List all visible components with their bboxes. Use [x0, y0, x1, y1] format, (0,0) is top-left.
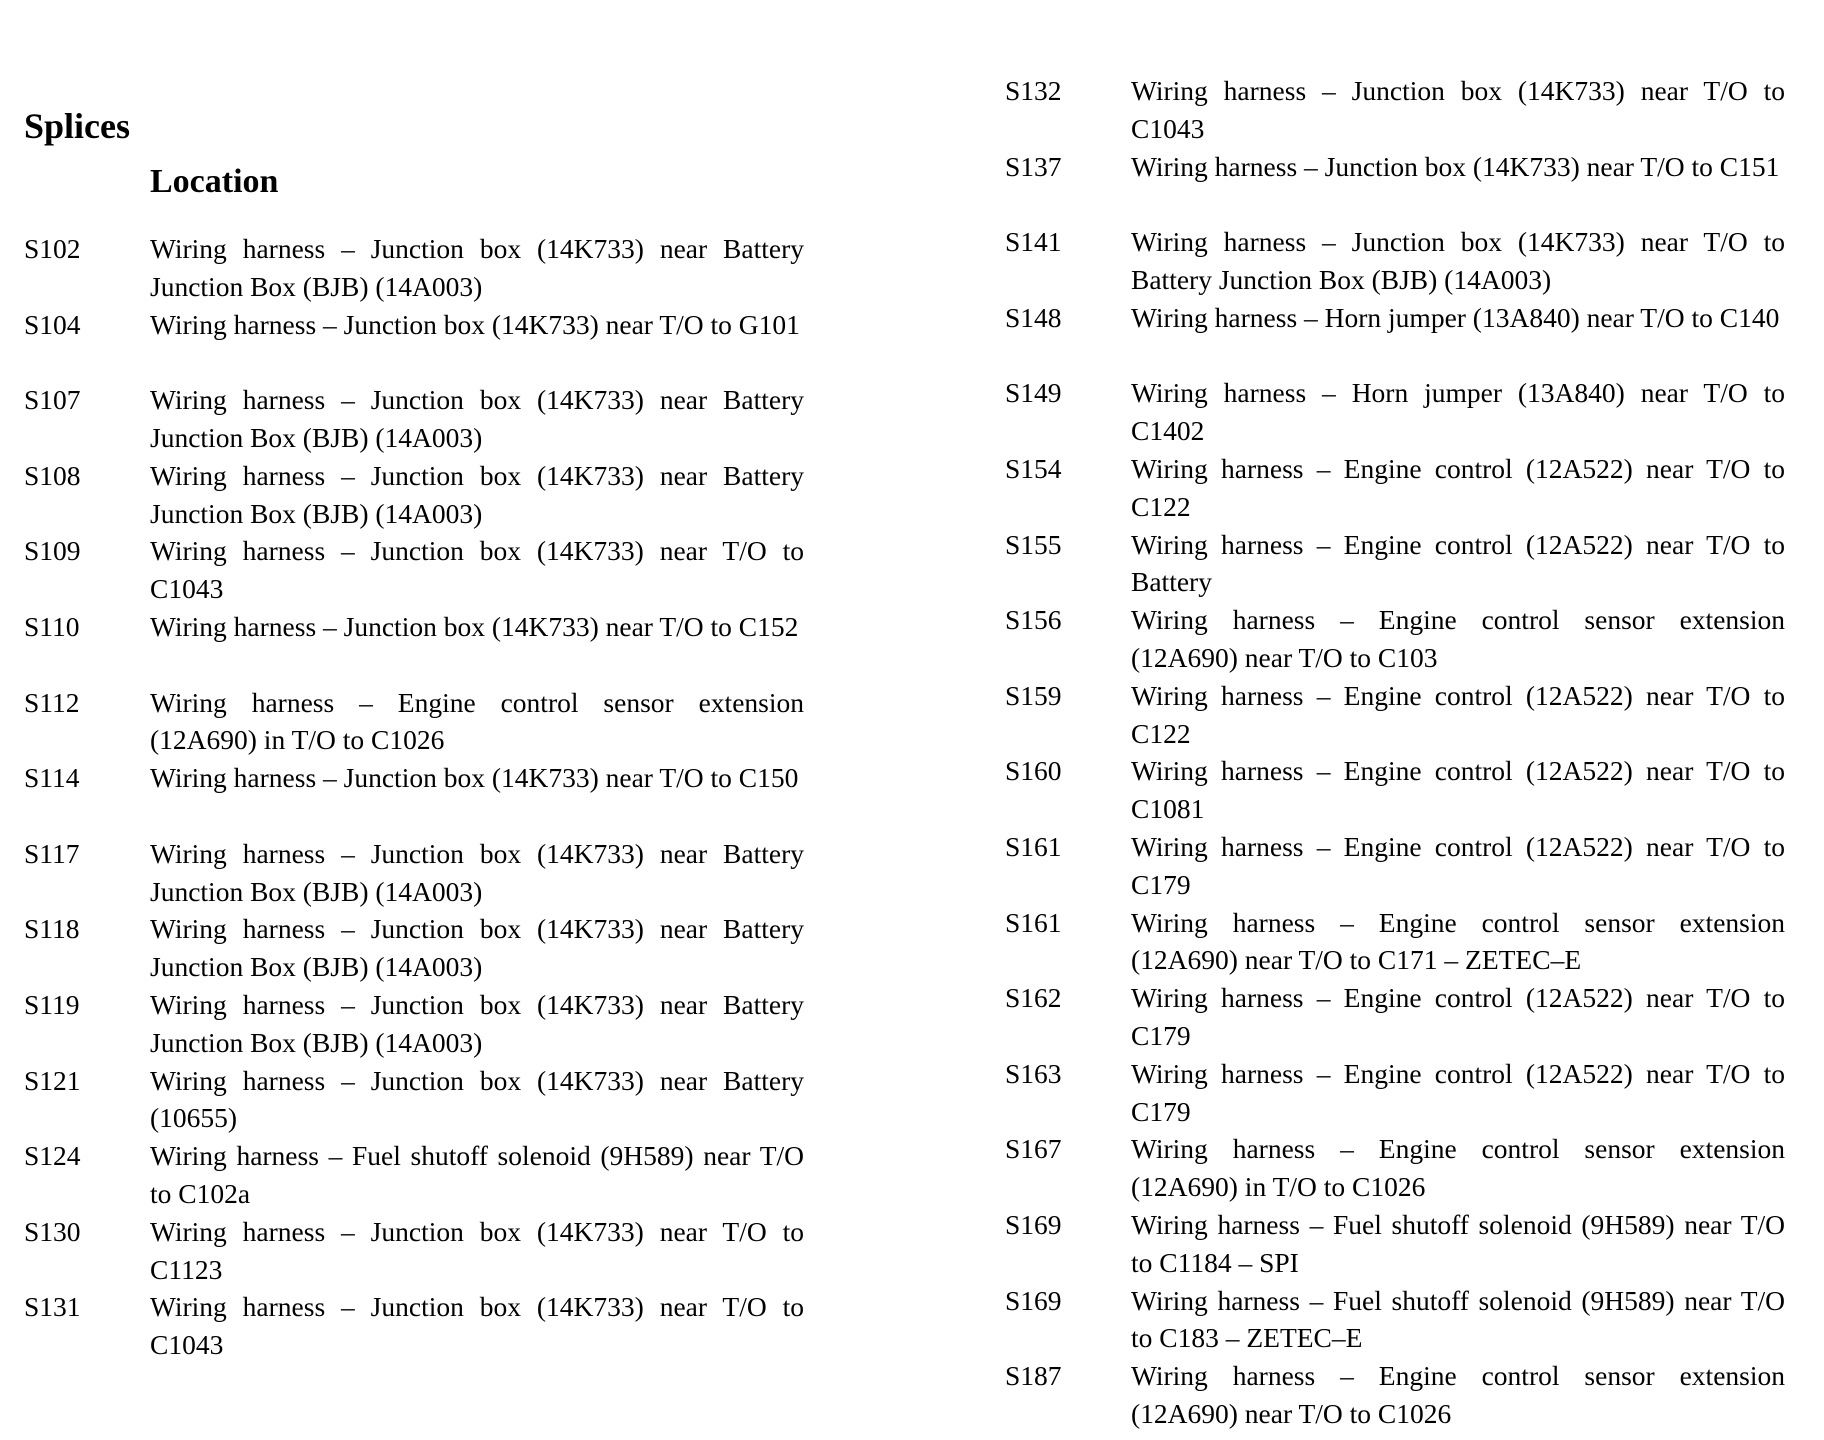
splice-code: S112 [24, 686, 80, 718]
splice-code: S104 [24, 308, 81, 340]
splice-location: Wiring harness – Fuel shutoff solenoid (9H589) near T/O to C102a [150, 1140, 804, 1209]
splice-code: S102 [24, 233, 81, 264]
splice-code: S118 [24, 913, 80, 945]
splice-location: Wiring harness – Junction box (14K733) near Battery Junction Box (BJB) (14A003) [150, 384, 804, 453]
splice-location: Wiring harness – Junction box (14K733) near Battery Junction Box (BJB) (14A003) [150, 913, 804, 983]
splice-entry [1005, 677, 1785, 753]
splice-location: Wiring harness – Engine control sensor extension (12A690) in T/O to C1026 [1131, 1133, 1785, 1203]
splice-entry [1005, 601, 1785, 677]
splice-code: S149 [1005, 377, 1062, 409]
splice-code: S155 [1005, 528, 1062, 560]
splice-location: Wiring harness – Junction box (14K733) near Battery (10655) [150, 1064, 804, 1134]
splice-code: S131 [24, 1291, 81, 1323]
splice-entry [24, 1213, 804, 1289]
splice-location: Wiring harness – Engine control sensor extension (12A690) near T/O to C1026 [1131, 1360, 1785, 1429]
splice-code: S119 [24, 988, 80, 1020]
splice-entry [1005, 979, 1785, 1055]
location-column-heading: Location [150, 163, 279, 200]
splice-code: S109 [24, 535, 81, 567]
splice-location: Wiring harness – Junction box (14K733) near T/O to C1043 [150, 535, 804, 605]
splice-entry [1005, 148, 1785, 224]
splice-list-left [24, 230, 804, 1364]
splice-code: S160 [1005, 755, 1062, 787]
splice-entry [24, 684, 804, 760]
splice-code: S137 [1005, 150, 1062, 182]
splice-location: Wiring harness – Engine control sensor extension (12A690) near T/O to C103 [1131, 604, 1785, 673]
splice-entry [24, 835, 804, 911]
splice-code: S130 [24, 1215, 81, 1247]
splice-entry [24, 1137, 804, 1213]
splice-location: Wiring harness – Engine control (12A522) near T/O to Battery [1131, 528, 1785, 598]
splice-code: S114 [24, 762, 80, 794]
splice-location: Wiring harness – Engine control sensor extension (12A690) in T/O to C1026 [150, 686, 804, 756]
splice-location: Wiring harness – Engine control (12A522) near T/O to C179 [1131, 1057, 1785, 1127]
splice-location: Wiring harness – Fuel shutoff solenoid (9H589) near T/O to C183 – ZETEC–E [1131, 1284, 1785, 1354]
splice-list-right [1005, 72, 1785, 1433]
splice-location: Wiring harness – Junction box (14K733) near T/O to Battery Junction Box (BJB) (14A003) [1131, 226, 1785, 295]
splice-entry [1005, 72, 1785, 148]
splice-entry [1005, 828, 1785, 904]
splice-entry [1005, 1130, 1785, 1206]
splice-code: S161 [1005, 830, 1062, 862]
splice-entry [24, 306, 804, 382]
splice-location: Wiring harness – Junction box (14K733) near Battery Junction Box (BJB) (14A003) [150, 459, 804, 529]
page-title: Splices [24, 106, 131, 146]
splice-code: S124 [24, 1140, 81, 1172]
splice-code: S159 [1005, 679, 1062, 711]
splice-code: S156 [1005, 604, 1062, 636]
splice-entry [24, 608, 804, 684]
splice-location: Wiring harness – Horn jumper (13A840) near T/O to C1402 [1131, 377, 1785, 447]
splice-entry [1005, 752, 1785, 828]
splice-location: Wiring harness – Junction box (14K733) near T/O to C1123 [150, 1215, 804, 1285]
splice-location: Wiring harness – Junction box (14K733) near Battery Junction Box (BJB) (14A003) [150, 233, 804, 302]
splice-location: Wiring harness – Horn jumper (13A840) near T/O to C140 [1131, 301, 1780, 333]
splice-location: Wiring harness – Junction box (14K733) near T/O to C150 [150, 762, 799, 794]
splice-location: Wiring harness – Junction box (14K733) near Battery Junction Box (BJB) (14A003) [150, 988, 804, 1058]
splice-entry [24, 1062, 804, 1138]
splice-entry [24, 759, 804, 835]
splice-location: Wiring harness – Engine control sensor extension (12A690) near T/O to C171 – ZETEC–E [1131, 906, 1785, 976]
splice-code: S141 [1005, 226, 1062, 258]
splice-code: S121 [24, 1064, 81, 1096]
splice-location: Wiring harness – Junction box (14K733) near T/O to C1043 [150, 1291, 804, 1361]
splice-entry [1005, 904, 1785, 980]
splice-code: S167 [1005, 1133, 1062, 1165]
splice-location: Wiring harness – Engine control (12A522) near T/O to C122 [1131, 452, 1785, 522]
splice-code: S161 [1005, 906, 1062, 938]
splice-entry [1005, 1206, 1785, 1282]
splice-entry [1005, 374, 1785, 450]
splice-code: S169 [1005, 1208, 1062, 1240]
splice-code: S169 [1005, 1284, 1062, 1316]
splice-entry [24, 230, 804, 306]
splice-entry [24, 532, 804, 608]
splice-location: Wiring harness – Engine control (12A522) near T/O to C179 [1131, 830, 1785, 900]
splice-location: Wiring harness – Fuel shutoff solenoid (9H589) near T/O to C1184 – SPI [1131, 1208, 1785, 1278]
splice-entry [24, 381, 804, 457]
splice-entry [24, 986, 804, 1062]
splice-entry [24, 1288, 804, 1364]
splice-code: S132 [1005, 75, 1062, 106]
splice-location: Wiring harness – Engine control (12A522) near T/O to C179 [1131, 982, 1785, 1051]
splice-entry [1005, 450, 1785, 526]
splice-entry [1005, 299, 1785, 375]
splice-code: S187 [1005, 1360, 1062, 1392]
splice-entry [1005, 1282, 1785, 1358]
splice-location: Wiring harness – Engine control (12A522) near T/O to C122 [1131, 679, 1785, 749]
splice-code: S117 [24, 837, 80, 869]
splice-code: S163 [1005, 1057, 1062, 1089]
splice-code: S110 [24, 610, 80, 642]
splice-entry [24, 457, 804, 533]
splice-entry [1005, 526, 1785, 602]
splice-entry [1005, 223, 1785, 299]
splice-location: Wiring harness – Junction box (14K733) near T/O to C151 [1131, 150, 1780, 182]
splice-entry [1005, 1055, 1785, 1131]
splice-code: S107 [24, 384, 81, 416]
splice-location: Wiring harness – Junction box (14K733) near T/O to C152 [150, 610, 799, 642]
splice-code: S162 [1005, 982, 1062, 1014]
splice-entry [1005, 1357, 1785, 1433]
splice-location: Wiring harness – Junction box (14K733) near Battery Junction Box (BJB) (14A003) [150, 837, 804, 907]
splice-code: S148 [1005, 301, 1062, 333]
splice-entry [24, 910, 804, 986]
splice-code: S154 [1005, 452, 1062, 484]
splice-location: Wiring harness – Junction box (14K733) near T/O to C1043 [1131, 75, 1785, 144]
splice-location: Wiring harness – Engine control (12A522) near T/O to C1081 [1131, 755, 1785, 825]
splice-location: Wiring harness – Junction box (14K733) near T/O to G101 [150, 308, 800, 340]
splice-code: S108 [24, 459, 81, 491]
